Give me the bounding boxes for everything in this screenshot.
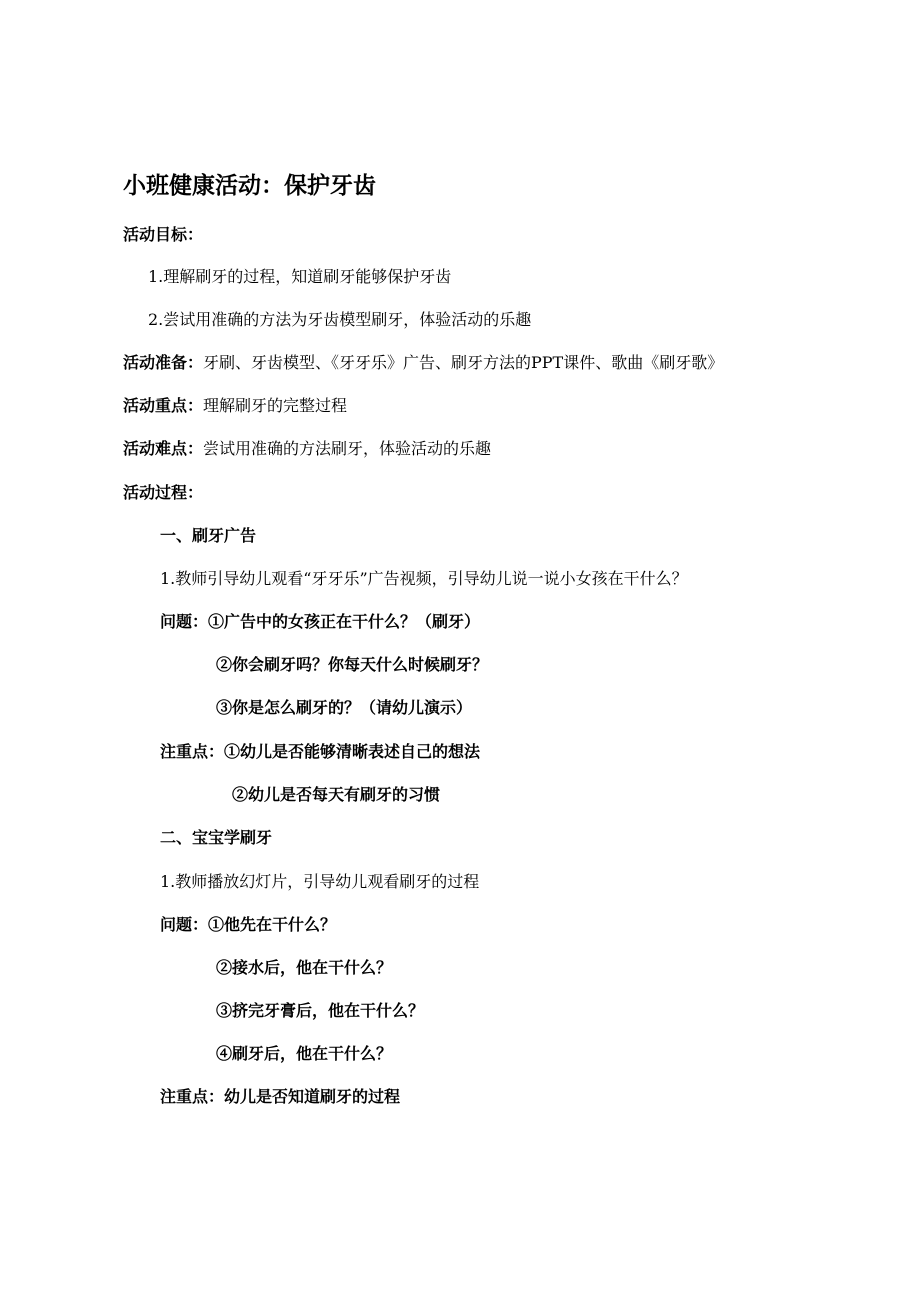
section1-questions-label: 问题： [160,612,209,631]
section1-question-3: ③你是怎么刷牙的？（请幼儿演示） [216,698,473,717]
difficulty-line [123,441,491,457]
section2-note-line [160,1089,400,1105]
section2-question-2: ②接水后，他在干什么？ [216,958,393,977]
section1-step: 1.教师引导幼儿观看“牙牙乐”广告视频，引导幼儿说一说小女孩在干什么？ [160,569,688,588]
goal-item-2: 2.尝试用准确的方法为牙齿模型刷牙，体验活动的乐趣 [148,310,532,329]
section2-question-line-1 [160,917,336,933]
key-point-text: 理解刷牙的完整过程 [203,396,348,415]
preparation-label: 活动准备： [123,353,204,372]
section2-question-3: ③挤完牙膏后，他在干什么？ [216,1001,425,1020]
process-heading: 活动过程： [123,483,204,502]
difficulty-label: 活动难点： [123,439,204,458]
preparation-text: 牙刷、牙齿模型、《牙牙乐》广告、刷牙方法的PPT课件、歌曲《刷牙歌》 [203,353,724,372]
section1-question-line-1 [160,614,480,630]
section2-heading: 二、宝宝学刷牙 [160,828,273,847]
page-title: 小班健康活动：保护牙齿 [123,173,376,199]
section1-question-1: ①广告中的女孩正在干什么？（刷牙） [208,612,481,631]
section1-note-line-1 [160,744,480,760]
section2-note: 幼儿是否知道刷牙的过程 [224,1087,401,1106]
goals-heading: 活动目标： [123,225,204,244]
section1-note-1: ①幼儿是否能够清晰表述自己的想法 [224,742,481,761]
key-point-label: 活动重点： [123,396,204,415]
section1-notes-label: 注重点： [160,742,225,761]
goal-item-1: 1.理解刷牙的过程，知道刷牙能够保护牙齿 [148,267,452,286]
section2-step: 1.教师播放幻灯片，引导幼儿观看刷牙的过程 [160,872,480,891]
section2-question-1: ①他先在干什么？ [208,915,337,934]
section1-question-2: ②你会刷牙吗？你每天什么时候刷牙？ [216,655,489,674]
section1-heading: 一、刷牙广告 [160,526,257,545]
section2-question-4: ④刷牙后，他在干什么？ [216,1044,393,1063]
preparation-line [123,355,723,371]
section2-notes-label: 注重点： [160,1087,225,1106]
difficulty-text: 尝试用准确的方法刷牙，体验活动的乐趣 [203,439,492,458]
section2-questions-label: 问题： [160,915,209,934]
section1-note-2: ②幼儿是否每天有刷牙的习惯 [232,785,441,804]
key-point-line [123,398,347,414]
